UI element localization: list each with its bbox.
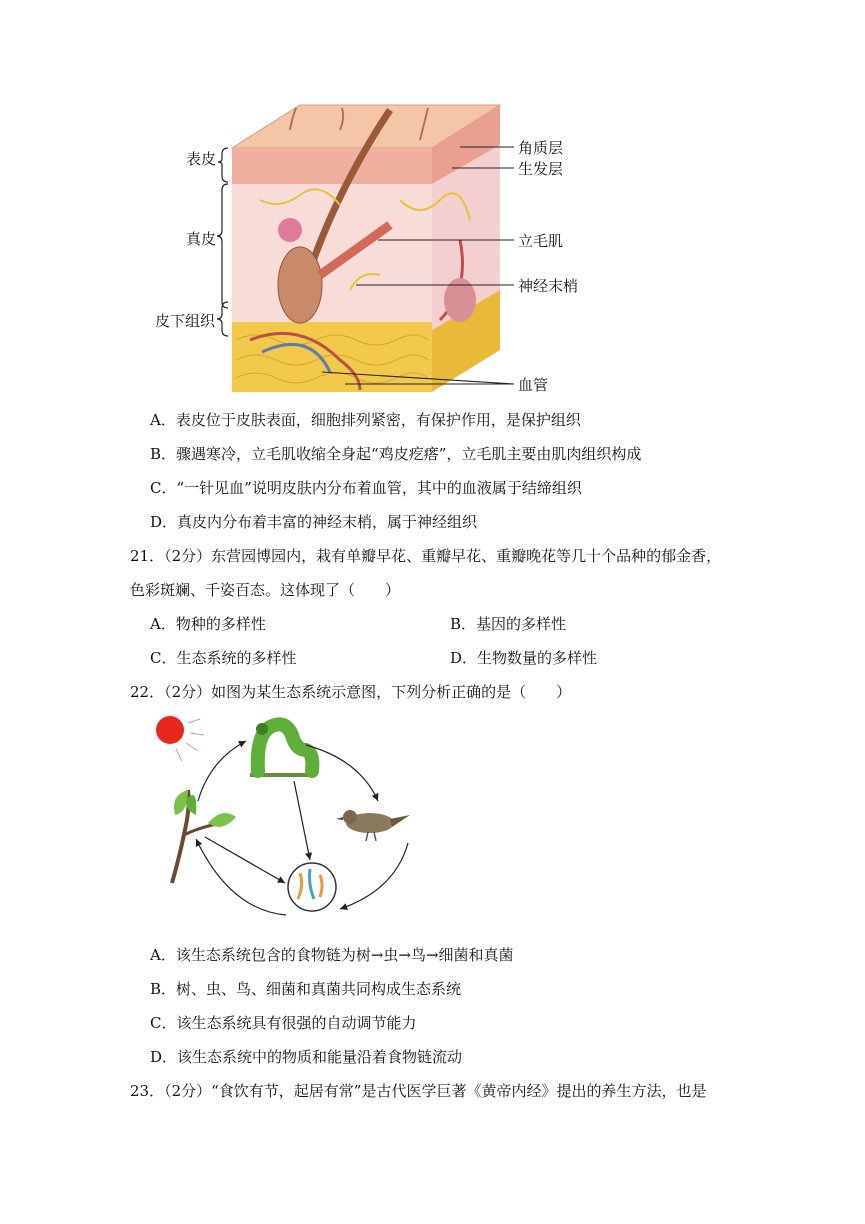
q21-option-b: B．基因的多样性 bbox=[450, 615, 567, 633]
q20-option-d: D．真皮内分布着丰富的神经末梢，属于神经组织 bbox=[150, 513, 478, 531]
q21-option-c: C．生态系统的多样性 bbox=[150, 649, 297, 667]
q20-option-b: B．骤遇寒冷，立毛肌收缩全身起“鸡皮疙瘩”，立毛肌主要由肌肉组织构成 bbox=[150, 445, 642, 463]
q21-option-d: D．生物数量的多样性 bbox=[450, 649, 598, 667]
q20-option-c: C．“一针见血”说明皮肤内分布着血管，其中的血液属于结缔组织 bbox=[150, 479, 582, 497]
tree-branch-icon bbox=[172, 790, 236, 883]
decomposers-icon bbox=[288, 863, 336, 911]
bird-icon bbox=[336, 810, 410, 841]
caterpillar-icon bbox=[250, 723, 312, 775]
label-dermis: 真皮 bbox=[186, 230, 217, 248]
q23-stem: 23．（2分）“食饮有节，起居有常”是古代医学巨著《黄帝内经》提出的养生方法，也是 bbox=[130, 1082, 707, 1100]
ecosystem-diagram bbox=[0, 705, 865, 925]
q21-stem-line2: 色彩斑斓、千姿百态。这体现了（ ） bbox=[130, 581, 401, 599]
q22-option-b: B．树、虫、鸟、细菌和真菌共同构成生态系统 bbox=[150, 980, 462, 998]
label-epidermis: 表皮 bbox=[186, 150, 217, 168]
label-nerve-endings: 神经末梢 bbox=[518, 277, 579, 295]
q22-option-a: A．该生态系统包含的食物链为树→虫→鸟→细菌和真菌 bbox=[150, 946, 514, 964]
label-blood-vessel: 血管 bbox=[518, 376, 549, 394]
label-subcutaneous-tissue: 皮下组织 bbox=[155, 312, 216, 330]
q20-option-a: A．表皮位于皮肤表面，细胞排列紧密，有保护作用，是保护组织 bbox=[150, 411, 581, 429]
sun-icon bbox=[156, 716, 204, 761]
q21-option-a: A．物种的多样性 bbox=[150, 615, 266, 633]
q22-option-d: D．该生态系统中的物质和能量沿着食物链流动 bbox=[150, 1048, 463, 1066]
label-arrector-pili: 立毛肌 bbox=[518, 232, 564, 250]
q22-option-c: C．该生态系统具有很强的自动调节能力 bbox=[150, 1014, 417, 1032]
skin-diagram-image bbox=[0, 0, 865, 400]
label-stratum-basale: 生发层 bbox=[518, 160, 564, 178]
q22-stem: 22．（2分）如图为某生态系统示意图，下列分析正确的是（ ） bbox=[130, 683, 572, 701]
q21-stem-line1: 21．（2分）东营园博园内，栽有单瓣早花、重瓣早花、重瓣晚花等几十个品种的郁金香， bbox=[130, 547, 722, 565]
label-stratum-corneum: 角质层 bbox=[518, 139, 564, 157]
